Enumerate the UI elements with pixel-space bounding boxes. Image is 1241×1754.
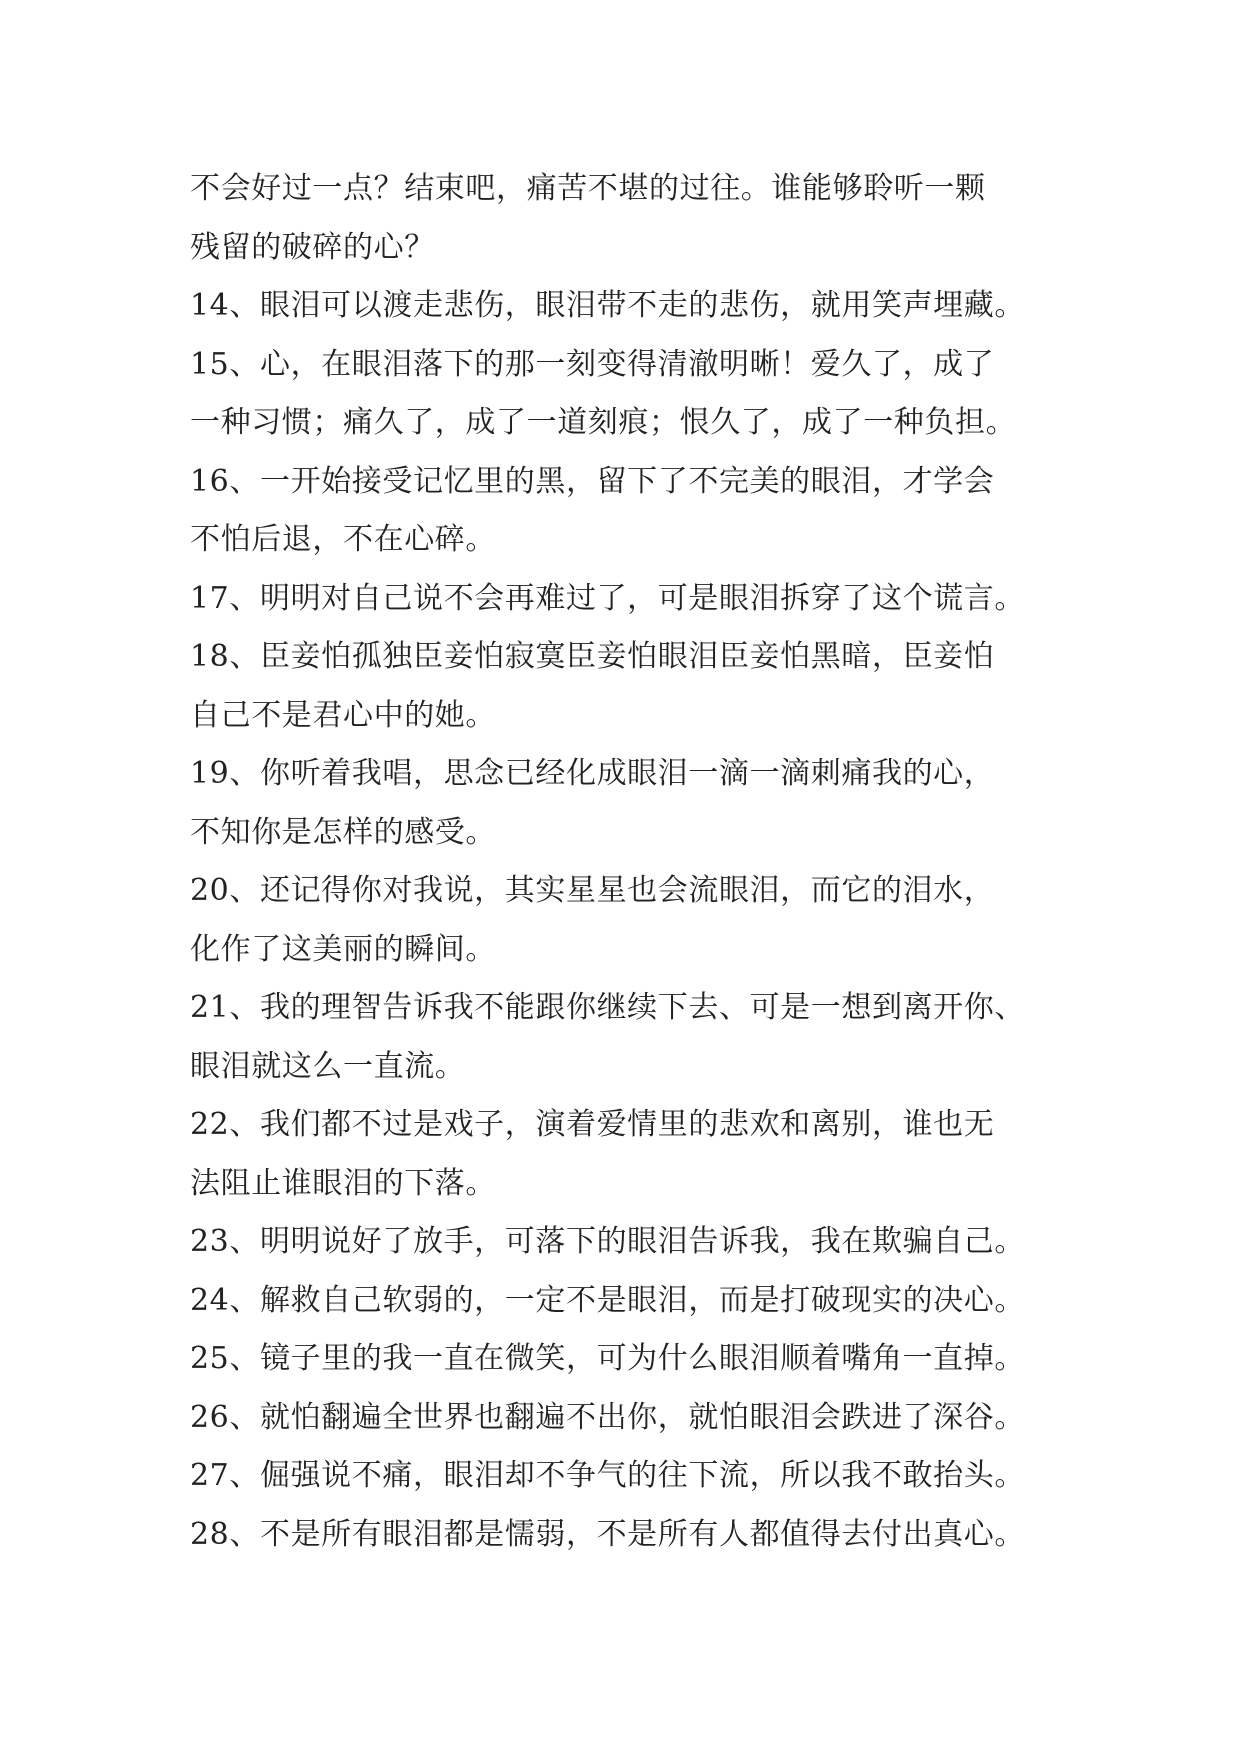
text-line: 残留的破碎的心？ xyxy=(190,229,435,265)
text-line: 不会好过一点？结束吧，痛苦不堪的过往。谁能够聆听一颗 xyxy=(190,171,986,206)
text-line: 15、心，在眼泪落下的那一刻变得清澈明晰！爱久了，成了 xyxy=(190,346,995,382)
text-line: 化作了这美丽的瞬间。 xyxy=(190,931,496,967)
document-body xyxy=(190,160,1060,1564)
text-line: 不怕后退，不在心碎。 xyxy=(190,522,496,557)
text-line: 21、我的理智告诉我不能跟你继续下去、可是一想到离开你、 xyxy=(190,990,1025,1025)
text-line: 18、臣妾怕孤独臣妾怕寂寞臣妾怕眼泪臣妾怕黑暗，臣妾怕 xyxy=(190,639,995,674)
text-line: 24、解救自己软弱的，一定不是眼泪，而是打破现实的决心。 xyxy=(190,1282,1025,1318)
text-line: 16、一开始接受记忆里的黑，留下了不完美的眼泪，才学会 xyxy=(190,463,995,499)
text-line: 25、镜子里的我一直在微笑，可为什么眼泪顺着嘴角一直掉。 xyxy=(190,1341,1025,1376)
text-line: 28、不是所有眼泪都是懦弱，不是所有人都值得去付出真心。 xyxy=(190,1516,1025,1552)
text-line: 22、我们都不过是戏子，演着爱情里的悲欢和离别，谁也无 xyxy=(190,1107,995,1142)
text-line: 一种习惯；痛久了，成了一道刻痕；恨久了，成了一种负担。 xyxy=(190,405,1017,440)
text-line: 19、你听着我唱，思念已经化成眼泪一滴一滴刺痛我的心， xyxy=(190,756,995,791)
text-line: 23、明明说好了放手，可落下的眼泪告诉我，我在欺骗自己。 xyxy=(190,1224,1025,1259)
text-line: 法阻止谁眼泪的下落。 xyxy=(190,1165,496,1201)
text-line: 自己不是君心中的她。 xyxy=(190,697,496,733)
text-line: 眼泪就这么一直流。 xyxy=(190,1048,466,1084)
text-line: 不知你是怎样的感受。 xyxy=(190,814,496,850)
text-line: 27、倔强说不痛，眼泪却不争气的往下流，所以我不敢抬头。 xyxy=(190,1458,1025,1493)
text-line: 14、眼泪可以渡走悲伤，眼泪带不走的悲伤，就用笑声埋藏。 xyxy=(190,288,1025,323)
text-line: 20、还记得你对我说，其实星星也会流眼泪，而它的泪水， xyxy=(190,873,995,908)
text-line: 26、就怕翻遍全世界也翻遍不出你，就怕眼泪会跌进了深谷。 xyxy=(190,1399,1025,1435)
text-line: 17、明明对自己说不会再难过了，可是眼泪拆穿了这个谎言。 xyxy=(190,580,1025,616)
